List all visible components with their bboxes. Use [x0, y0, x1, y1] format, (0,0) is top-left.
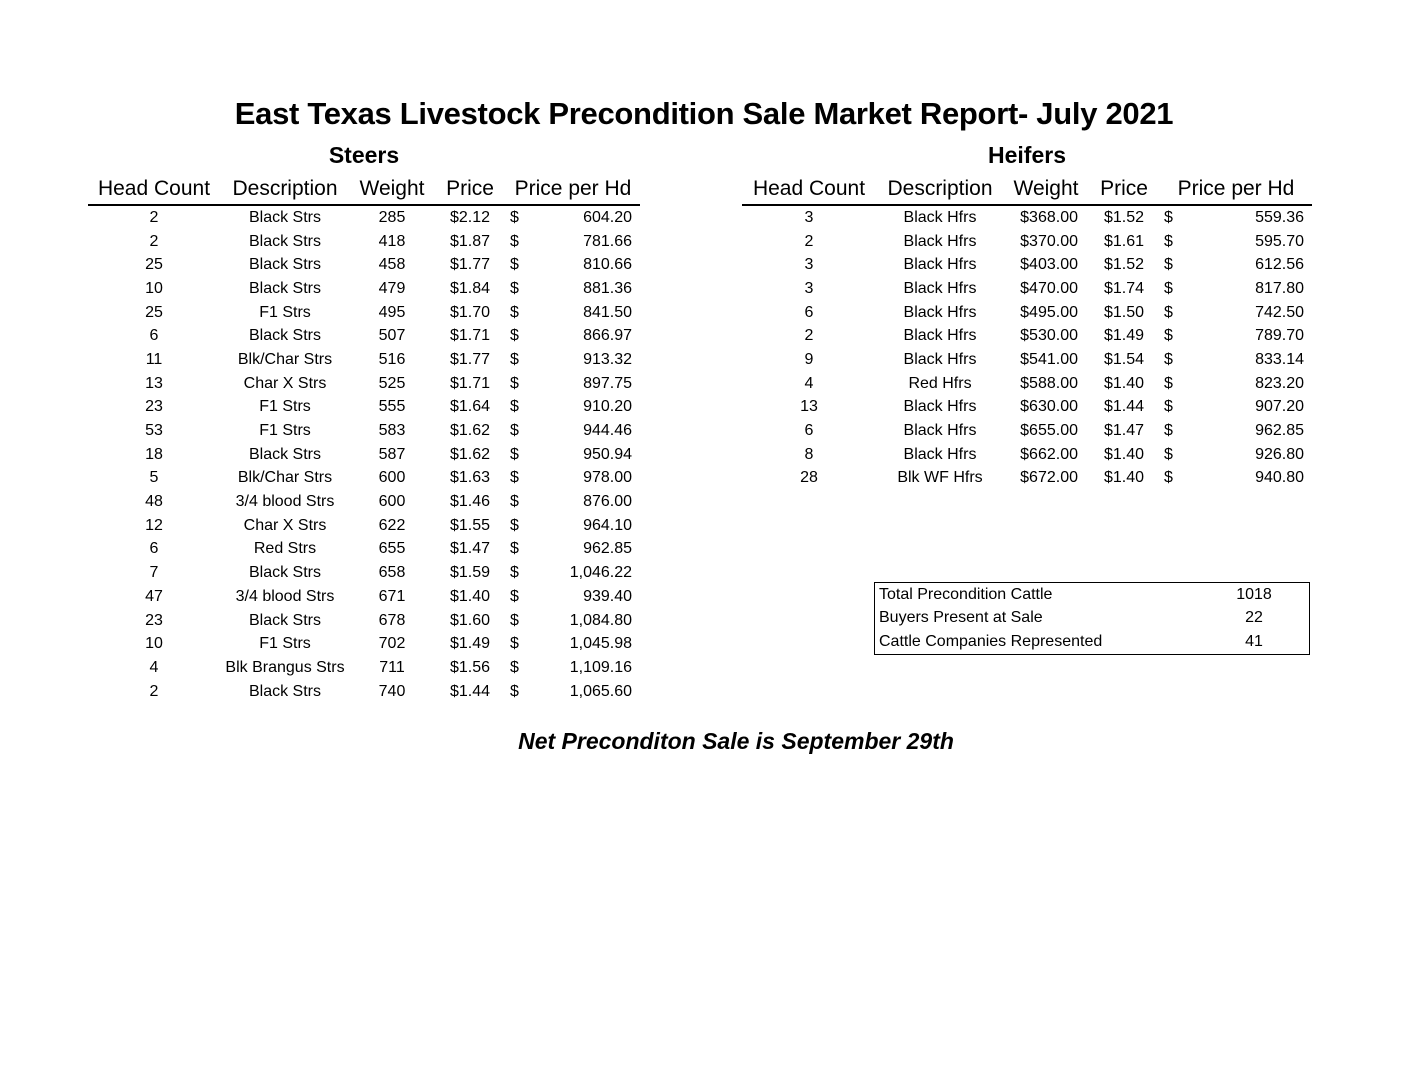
- weight-cell: $662.00: [1020, 445, 1078, 463]
- head-count-cell: 13: [145, 374, 163, 392]
- column-header: Head Count: [742, 174, 876, 205]
- table-row: [742, 205, 1312, 230]
- steers-header-row: [88, 174, 640, 205]
- price-cell: $1.40: [1103, 469, 1145, 487]
- head-count-cell: 28: [800, 469, 818, 487]
- column-header: Head Count: [88, 174, 220, 205]
- currency-symbol-cell: $: [1164, 279, 1173, 297]
- price-cell: $1.49: [449, 635, 491, 653]
- table-row: [88, 609, 640, 633]
- table-row: [88, 632, 640, 656]
- table-row: [88, 205, 640, 230]
- price-cell: $1.52: [1103, 256, 1145, 274]
- head-count-cell: 9: [804, 350, 814, 368]
- currency-symbol-cell: $: [1164, 208, 1173, 226]
- table-row: [742, 467, 1312, 491]
- currency-symbol-cell: $: [510, 493, 519, 511]
- weight-cell: 622: [378, 516, 406, 534]
- currency-symbol-cell: $: [510, 208, 519, 226]
- currency-symbol-cell: $: [1164, 445, 1173, 463]
- description-cell: Black Hfrs: [903, 279, 977, 297]
- summary-label: Buyers Present at Sale: [879, 609, 1043, 627]
- weight-cell: 702: [378, 635, 406, 653]
- price-cell: $1.84: [449, 279, 491, 297]
- head-count-cell: 2: [149, 208, 159, 226]
- description-cell: Black Strs: [248, 327, 321, 345]
- price-cell: $1.63: [449, 469, 491, 487]
- weight-cell: $541.00: [1020, 350, 1078, 368]
- description-cell: Char X Strs: [243, 516, 327, 534]
- currency-symbol-cell: $: [510, 445, 519, 463]
- head-count-cell: 12: [145, 516, 163, 534]
- head-count-cell: 13: [800, 398, 818, 416]
- price-per-head-cell: 781.66: [583, 232, 632, 250]
- heifers-table: [742, 174, 1312, 490]
- description-cell: F1 Strs: [259, 422, 311, 440]
- price-per-head-cell: 1,065.60: [569, 682, 632, 700]
- currency-symbol-cell: $: [510, 658, 519, 676]
- weight-cell: 671: [378, 587, 406, 605]
- weight-cell: 658: [378, 564, 406, 582]
- price-per-head-cell: 910.20: [583, 398, 632, 416]
- heifers-heading: Heifers: [988, 142, 1066, 168]
- weight-cell: 655: [378, 540, 406, 558]
- description-cell: Char X Strs: [243, 374, 327, 392]
- price-cell: $1.56: [449, 658, 491, 676]
- weight-cell: 418: [378, 232, 406, 250]
- price-per-head-cell: 823.20: [1255, 374, 1304, 392]
- description-cell: Black Strs: [248, 564, 321, 582]
- table-row: [88, 443, 640, 467]
- table-row: [742, 348, 1312, 372]
- table-row: [88, 656, 640, 680]
- table-row: [742, 419, 1312, 443]
- description-cell: 3/4 blood Strs: [235, 587, 335, 605]
- head-count-cell: 10: [145, 635, 163, 653]
- description-cell: F1 Strs: [259, 303, 311, 321]
- head-count-cell: 2: [149, 682, 159, 700]
- price-cell: $1.40: [1103, 445, 1145, 463]
- currency-symbol-cell: $: [510, 682, 519, 700]
- price-per-head-cell: 944.46: [583, 422, 632, 440]
- weight-cell: 600: [378, 469, 406, 487]
- price-cell: $1.55: [449, 516, 491, 534]
- table-row: [88, 561, 640, 585]
- weight-cell: 678: [378, 611, 406, 629]
- description-cell: Black Hfrs: [903, 398, 977, 416]
- table-row: [742, 230, 1312, 254]
- currency-symbol-cell: $: [510, 422, 519, 440]
- price-per-head-cell: 1,045.98: [569, 635, 632, 653]
- head-count-cell: 6: [804, 422, 814, 440]
- head-count-cell: 18: [145, 445, 163, 463]
- weight-cell: 458: [378, 256, 406, 274]
- currency-symbol-cell: $: [510, 540, 519, 558]
- price-per-head-cell: 817.80: [1255, 279, 1304, 297]
- price-cell: $1.44: [1103, 398, 1145, 416]
- table-row: [88, 467, 640, 491]
- price-per-head-cell: 841.50: [583, 303, 632, 321]
- description-cell: Black Hfrs: [903, 208, 977, 226]
- currency-symbol-cell: $: [510, 564, 519, 582]
- description-cell: Black Strs: [248, 682, 321, 700]
- table-row: [742, 372, 1312, 396]
- currency-symbol-cell: $: [1164, 422, 1173, 440]
- weight-cell: $672.00: [1020, 469, 1078, 487]
- currency-symbol-cell: $: [510, 232, 519, 250]
- head-count-cell: 6: [149, 327, 159, 345]
- head-count-cell: 2: [804, 327, 814, 345]
- price-per-head-cell: 810.66: [583, 256, 632, 274]
- price-cell: $1.47: [449, 540, 491, 558]
- column-header: Description: [220, 174, 350, 205]
- description-cell: Black Strs: [248, 208, 321, 226]
- head-count-cell: 7: [149, 564, 159, 582]
- weight-cell: 525: [378, 374, 406, 392]
- description-cell: Red Hfrs: [908, 374, 972, 392]
- head-count-cell: 25: [145, 303, 163, 321]
- summary-row: [875, 583, 1309, 607]
- price-per-head-cell: 964.10: [583, 516, 632, 534]
- summary-value: 22: [1245, 609, 1263, 627]
- table-row: [742, 324, 1312, 348]
- description-cell: Black Strs: [248, 279, 321, 297]
- price-cell: $1.87: [449, 232, 491, 250]
- weight-cell: $403.00: [1020, 256, 1078, 274]
- column-header: Price: [1088, 174, 1160, 205]
- weight-cell: $655.00: [1020, 422, 1078, 440]
- weight-cell: 495: [378, 303, 406, 321]
- price-cell: $1.77: [449, 350, 491, 368]
- summary-value: 41: [1245, 632, 1263, 650]
- currency-symbol-cell: $: [1164, 469, 1173, 487]
- summary-label: Cattle Companies Represented: [879, 632, 1103, 650]
- column-header: Price: [434, 174, 506, 205]
- currency-symbol-cell: $: [510, 350, 519, 368]
- head-count-cell: 8: [804, 445, 814, 463]
- table-row: [88, 348, 640, 372]
- table-row: [742, 253, 1312, 277]
- currency-symbol-cell: $: [510, 587, 519, 605]
- description-cell: Blk Brangus Strs: [225, 658, 345, 676]
- head-count-cell: 4: [804, 374, 814, 392]
- price-cell: $1.44: [449, 682, 491, 700]
- price-per-head-cell: 907.20: [1255, 398, 1304, 416]
- head-count-cell: 10: [145, 279, 163, 297]
- steers-heading: Steers: [328, 142, 400, 168]
- price-per-head-cell: 876.00: [583, 493, 632, 511]
- weight-cell: 583: [378, 422, 406, 440]
- currency-symbol-cell: $: [510, 516, 519, 534]
- table-row: [742, 443, 1312, 467]
- description-cell: Blk/Char Strs: [237, 469, 333, 487]
- price-per-head-cell: 962.85: [583, 540, 632, 558]
- price-cell: $1.50: [1103, 303, 1145, 321]
- head-count-cell: 2: [149, 232, 159, 250]
- description-cell: Blk WF Hfrs: [897, 469, 983, 487]
- price-per-head-cell: 833.14: [1255, 350, 1304, 368]
- column-header: Price per Hd: [506, 174, 640, 205]
- price-cell: $1.40: [449, 587, 491, 605]
- price-per-head-cell: 897.75: [583, 374, 632, 392]
- description-cell: Black Hfrs: [903, 327, 977, 345]
- price-per-head-cell: 950.94: [583, 445, 632, 463]
- description-cell: Blk/Char Strs: [237, 350, 333, 368]
- price-per-head-cell: 595.70: [1255, 232, 1304, 250]
- weight-cell: 507: [378, 327, 406, 345]
- head-count-cell: 4: [149, 658, 159, 676]
- currency-symbol-cell: $: [1164, 303, 1173, 321]
- head-count-cell: 6: [149, 540, 159, 558]
- report-title: East Texas Livestock Precondition Sale Market Report- July 2021: [234, 96, 1174, 131]
- price-cell: $1.74: [1103, 279, 1145, 297]
- table-row: [88, 419, 640, 443]
- currency-symbol-cell: $: [510, 303, 519, 321]
- weight-cell: $368.00: [1020, 208, 1078, 226]
- column-header: Weight: [1004, 174, 1088, 205]
- price-per-head-cell: 881.36: [583, 279, 632, 297]
- price-per-head-cell: 1,109.16: [569, 658, 632, 676]
- head-count-cell: 23: [145, 398, 163, 416]
- price-cell: $1.60: [449, 611, 491, 629]
- price-cell: $1.47: [1103, 422, 1145, 440]
- head-count-cell: 48: [145, 493, 163, 511]
- price-cell: $1.62: [449, 422, 491, 440]
- head-count-cell: 47: [145, 587, 163, 605]
- price-per-head-cell: 926.80: [1255, 445, 1304, 463]
- column-header: Weight: [350, 174, 434, 205]
- table-row: [88, 253, 640, 277]
- description-cell: Red Strs: [253, 540, 317, 558]
- currency-symbol-cell: $: [1164, 232, 1173, 250]
- currency-symbol-cell: $: [1164, 327, 1173, 345]
- weight-cell: $495.00: [1020, 303, 1078, 321]
- weight-cell: $370.00: [1020, 232, 1078, 250]
- summary-row: [875, 607, 1309, 631]
- table-row: [88, 372, 640, 396]
- price-per-head-cell: 940.80: [1255, 469, 1304, 487]
- price-per-head-cell: 742.50: [1255, 303, 1304, 321]
- currency-symbol-cell: $: [510, 398, 519, 416]
- price-cell: $1.62: [449, 445, 491, 463]
- table-row: [88, 538, 640, 562]
- head-count-cell: 3: [804, 256, 814, 274]
- table-row: [88, 490, 640, 514]
- price-cell: $1.77: [449, 256, 491, 274]
- column-header: Price per Hd: [1160, 174, 1312, 205]
- price-cell: $1.59: [449, 564, 491, 582]
- currency-symbol-cell: $: [1164, 398, 1173, 416]
- table-row: [88, 301, 640, 325]
- weight-cell: $470.00: [1020, 279, 1078, 297]
- price-per-head-cell: 1,046.22: [569, 564, 632, 582]
- currency-symbol-cell: $: [510, 256, 519, 274]
- description-cell: Black Strs: [248, 611, 321, 629]
- price-cell: $1.70: [449, 303, 491, 321]
- price-cell: $1.64: [449, 398, 491, 416]
- price-per-head-cell: 789.70: [1255, 327, 1304, 345]
- price-cell: $1.46: [449, 493, 491, 511]
- price-per-head-cell: 962.85: [1255, 422, 1304, 440]
- weight-cell: 516: [378, 350, 406, 368]
- table-row: [742, 396, 1312, 420]
- currency-symbol-cell: $: [510, 374, 519, 392]
- head-count-cell: 3: [804, 208, 814, 226]
- weight-cell: 740: [378, 682, 406, 700]
- currency-symbol-cell: $: [510, 635, 519, 653]
- table-row: [742, 301, 1312, 325]
- table-row: [88, 396, 640, 420]
- table-row: [88, 680, 640, 704]
- price-cell: $1.49: [1103, 327, 1145, 345]
- head-count-cell: 6: [804, 303, 814, 321]
- weight-cell: 285: [378, 208, 406, 226]
- summary-value: 1018: [1236, 585, 1272, 603]
- head-count-cell: 25: [145, 256, 163, 274]
- currency-symbol-cell: $: [510, 611, 519, 629]
- price-cell: $1.52: [1103, 208, 1145, 226]
- weight-cell: $530.00: [1020, 327, 1078, 345]
- table-row: [88, 230, 640, 254]
- head-count-cell: 5: [149, 469, 159, 487]
- head-count-cell: 53: [145, 422, 163, 440]
- weight-cell: 587: [378, 445, 406, 463]
- price-per-head-cell: 866.97: [583, 327, 632, 345]
- table-row: [88, 585, 640, 609]
- weight-cell: 600: [378, 493, 406, 511]
- description-cell: Black Hfrs: [903, 303, 977, 321]
- description-cell: Black Hfrs: [903, 232, 977, 250]
- summary-label: Total Precondition Cattle: [879, 585, 1053, 603]
- price-cell: $1.71: [449, 374, 491, 392]
- weight-cell: 479: [378, 279, 406, 297]
- price-per-head-cell: 612.56: [1255, 256, 1304, 274]
- description-cell: Black Strs: [248, 232, 321, 250]
- head-count-cell: 3: [804, 279, 814, 297]
- head-count-cell: 23: [145, 611, 163, 629]
- price-cell: $2.12: [449, 208, 491, 226]
- weight-cell: 555: [378, 398, 406, 416]
- price-per-head-cell: 939.40: [583, 587, 632, 605]
- currency-symbol-cell: $: [510, 327, 519, 345]
- currency-symbol-cell: $: [1164, 350, 1173, 368]
- description-cell: Black Hfrs: [903, 350, 977, 368]
- currency-symbol-cell: $: [1164, 256, 1173, 274]
- price-per-head-cell: 559.36: [1255, 208, 1304, 226]
- description-cell: Black Hfrs: [903, 422, 977, 440]
- description-cell: Black Hfrs: [903, 256, 977, 274]
- weight-cell: $588.00: [1020, 374, 1078, 392]
- description-cell: Black Hfrs: [903, 445, 977, 463]
- table-row: [88, 277, 640, 301]
- description-cell: 3/4 blood Strs: [235, 493, 335, 511]
- price-per-head-cell: 913.32: [583, 350, 632, 368]
- head-count-cell: 2: [804, 232, 814, 250]
- price-cell: $1.54: [1103, 350, 1145, 368]
- table-row: [88, 514, 640, 538]
- price-cell: $1.71: [449, 327, 491, 345]
- description-cell: F1 Strs: [259, 635, 311, 653]
- next-sale-note: Net Preconditon Sale is September 29th: [518, 728, 954, 754]
- price-cell: $1.61: [1103, 232, 1145, 250]
- price-cell: $1.40: [1103, 374, 1145, 392]
- description-cell: Black Strs: [248, 256, 321, 274]
- currency-symbol-cell: $: [510, 279, 519, 297]
- sale-summary-box: [874, 582, 1310, 655]
- steers-table: [88, 174, 640, 703]
- table-row: [742, 277, 1312, 301]
- description-cell: Black Strs: [248, 445, 321, 463]
- column-header: Description: [876, 174, 1004, 205]
- head-count-cell: 11: [145, 350, 163, 368]
- price-per-head-cell: 978.00: [583, 469, 632, 487]
- description-cell: F1 Strs: [259, 398, 311, 416]
- price-per-head-cell: 604.20: [583, 208, 632, 226]
- summary-row: [875, 630, 1309, 654]
- weight-cell: 711: [379, 658, 405, 676]
- price-per-head-cell: 1,084.80: [569, 611, 632, 629]
- heifers-header-row: [742, 174, 1312, 205]
- currency-symbol-cell: $: [510, 469, 519, 487]
- weight-cell: $630.00: [1020, 398, 1078, 416]
- table-row: [88, 324, 640, 348]
- currency-symbol-cell: $: [1164, 374, 1173, 392]
